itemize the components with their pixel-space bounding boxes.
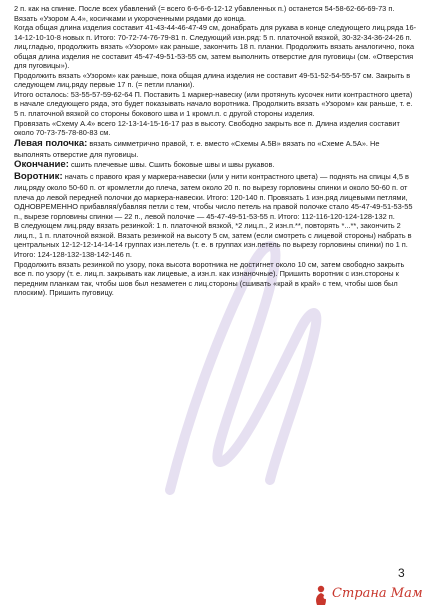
page-number: 3: [398, 566, 405, 580]
left-front-text: вязать симметрично правой, т. е. вместо «Схемы А.5В» вязать по «Схеме А.5А». Не выполнять отверстие для пуговицы.: [14, 138, 380, 159]
finishing-section: [14, 159, 418, 171]
left-front-section: [14, 138, 418, 160]
logo-text: Страна Мам: [332, 586, 423, 601]
logo-figure-icon: [310, 584, 332, 606]
paragraph-back-decreases: 2 п. как на спинке. После всех убавлений (= всего 6-6-6-6-12-12 убавленных п.) останется 54-58-62-66-69-73 п. Вязать «Узором А.4», косичками и укороченными рядами до конца.: [14, 4, 395, 23]
paragraph-sleeve-cast-on: Когда общая длина изделия составит 41-43-44-46-47-49 см, донабрать для рукава в конце следующего лиц.ряда 16-14-12-10-10-8 новых п. Итого: 70-72-74-76-79-81 п. Следующий изн.ряд: 5 п. платочной вязкой, 30-32-34-36-24-26 п. лиц.гладью, продолжить вязать «Узором» как раньше, закончить 18 п. планки. Продолжить вязать аналогично, пока общая длина изделия не составит 45-47-49-51-53-55 см, затем выполнить отверстие для пуговицы (см. «Отверстия для пуговицы»).: [14, 23, 417, 71]
left-front-heading: Левая полочка:: [14, 137, 88, 149]
paragraph-collar-ribbing: В следующем лиц.ряду вязать резинкой: 1 п. платочной вязкой, *2 лиц.п., 2 изн.п.**, повторять *...**, закончить 2 лиц.п., 1 п. платочной вязкой. Вязать резинкой на высоту 5 см, затем (если смотреть с лицевой стороны) набрать в центральных 12-12-12-14-14-14 группах изн.петель (т. е. в группах изн.петель по вырезу горловины спинки) по 1 п. Итого: 124-128-132-138-142-146 п.: [14, 221, 412, 260]
collar-heading: Воротник:: [14, 171, 63, 183]
collar-text: начать с правого края у маркера-навески (или у нити контрастного цвета) — поднять на спицы 4,5 в лиц.ряду около 50-60 п. от кромлетли до плеча, затем около 20 п. по вырезу горловины спинки и около 50-60 п. от плеча до левой передней полочки до маркера-навески. Итого: 120-140 п. Провязать 1 изн.ряд лицевыми петлями, ОДНОВРЕМЕННО прибавляя/убавляя петли с тем, чтобы число петель на правой полочке стало 45-47-49-51-53-55 п., вырезе горловины спинки — 22 п., левой полочке — 45-47-49-51-53-55 п. Итого: 112-116-120-124-128-132 п.: [14, 172, 413, 221]
finishing-text: сшить плечевые швы. Сшить боковые швы и швы рукавов.: [68, 160, 275, 170]
finishing-heading: Окончание:: [14, 159, 69, 171]
paragraph-band-bind-off: Продолжить вязать «Узором» как раньше, пока общая длина изделия не составит 49-51-52-54-55-57 см. Закрыть в следующем лиц.ряду первые 17 п. (= петли планки).: [14, 70, 411, 90]
collar-section: [14, 171, 418, 221]
site-logo[interactable]: [310, 584, 426, 606]
paragraph-collar-marker: Итого осталось: 53-55-57-59-62-64 П. Поставить 1 маркер-навеску (или протянуть кусочек нити контрастного цвета) в начале следующего ряда, это будет показывать начало воротника. Продолжить вязать «Узором» как раньше, т. е. 5 п. платочной вязкой со стороны бокового шва и 1 кромл.п. с другой стороны изделия.: [14, 89, 413, 119]
document-body: [14, 4, 418, 298]
paragraph-collar-finish: Продолжить вязать резинкой по узору, пока высота воротника не достигнет около 10 см, затем свободно закрыть все п. по узору (т. е. лиц.п. закрывать как лицевые, а изн.п. как изнаночные). Пришить воротник с изн.стороны к передним планкам так, чтобы шов был незаметен с лиц.стороны (сшивать «край в край» с тем, чтобы шов был плоским). Пришить пуговицу.: [14, 259, 405, 298]
paragraph-chart-repeat: Провязать «Схему А.4» всего 12-13-14-15-16-17 раз в высоту. Свободно закрыть все п. Длина изделия составит около 70-73-75-78-80-83 см.: [14, 118, 400, 138]
